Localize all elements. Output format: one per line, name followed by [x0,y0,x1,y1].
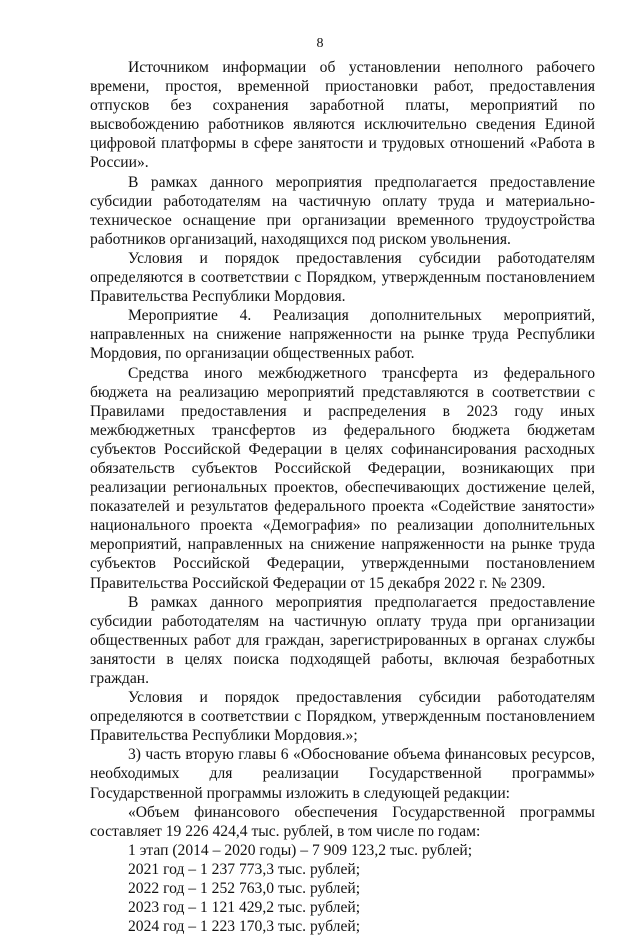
paragraph-measure-4: Мероприятие 4. Реализация дополнительных мероприятий, направленных на снижение напряженности на рынке труда Республики Мордовия, по организации общественных работ. [90,307,595,363]
paragraph-information-source: Источником информации об установлении неполного рабочего времени, простоя, временной приостановки работ, предоставления отпусков без сохранения заработной платы, мероприятий по высвобождению работников являются исключительно сведения Единой цифровой платформы в сфере занятости и трудовых отношений «Работа в России». [90,59,595,172]
page-number: 8 [316,36,324,51]
paragraph-funding-total: «Объем финансового обеспечения Государственной программы составляет 19 226 424,4 тыс. рублей, в том числе по годам: [90,803,595,840]
paragraph-subsidy-conditions-2: Условия и порядок предоставления субсидии работодателям определяются в соответствии с Порядком, утвержденным постановлением Правительства Республики Мордовия.»; [90,689,595,745]
funding-line-2024: 2024 год – 1 223 170,3 тыс. рублей; [128,918,361,936]
paragraph-subsidy-conditions: Условия и порядок предоставления субсидии работодателям определяются в соответствии с Порядком, утвержденным постановлением Правительства Республики Мордовия. [90,249,595,306]
funding-line-2022: 2022 год – 1 252 763,0 тыс. рублей; [128,880,361,898]
paragraph-public-works-subsidy: В рамках данного мероприятия предполагается предоставление субсидии работодателям на частичную оплату труда при организации общественных работ для граждан, зарегистрированных в органах службы занятости в целях поиска подходящей работы, включая безработных граждан. [90,593,595,687]
funding-line-stage-1: 1 этап (2014 – 2020 годы) – 7 909 123,2 тыс. рублей; [128,841,473,859]
funding-line-2021: 2021 год – 1 237 773,3 тыс. рублей; [128,860,361,878]
paragraph-federal-transfer: Средства иного межбюджетного трансферта из федерального бюджета на реализацию мероприятий представляются в соответствии с Правилами предоставления и распределения в 2023 году иных межбюджетных трансфертов из федерального бюджета бюджетам субъектов Российской Федерации в целях софинансирования расходных обязательств субъектов Российской Федерации, возникающих при реализации региональных проектов, обеспечивающих достижение целей, показателей и результатов федерального проекта «Содействие занятости» национального проекта «Демография» по реализации дополнительных мероприятий, направленных на снижение напряженности на рынке труда субъектов Российской Федерации, утвержденными постановлением Правительства Российской Федерации от 15 декабря 2022 г. № 2309. [90,364,595,592]
document-body [90,58,595,936]
funding-line-2023: 2023 год – 1 121 429,2 тыс. рублей; [128,899,361,917]
paragraph-temporary-employment-subsidy: В рамках данного мероприятия предполагается предоставление субсидии работодателям на частичную оплату труда и материально-техническое оснащение при организации временного трудоустройства работников организаций, находящихся под риском увольнения. [90,173,595,248]
paragraph-chapter-6-amendment: 3) часть вторую главы 6 «Обоснование объема финансовых ресурсов, необходимых для реализации Государственной программы» Государственной программы изложить в следующей редакции: [90,746,595,802]
